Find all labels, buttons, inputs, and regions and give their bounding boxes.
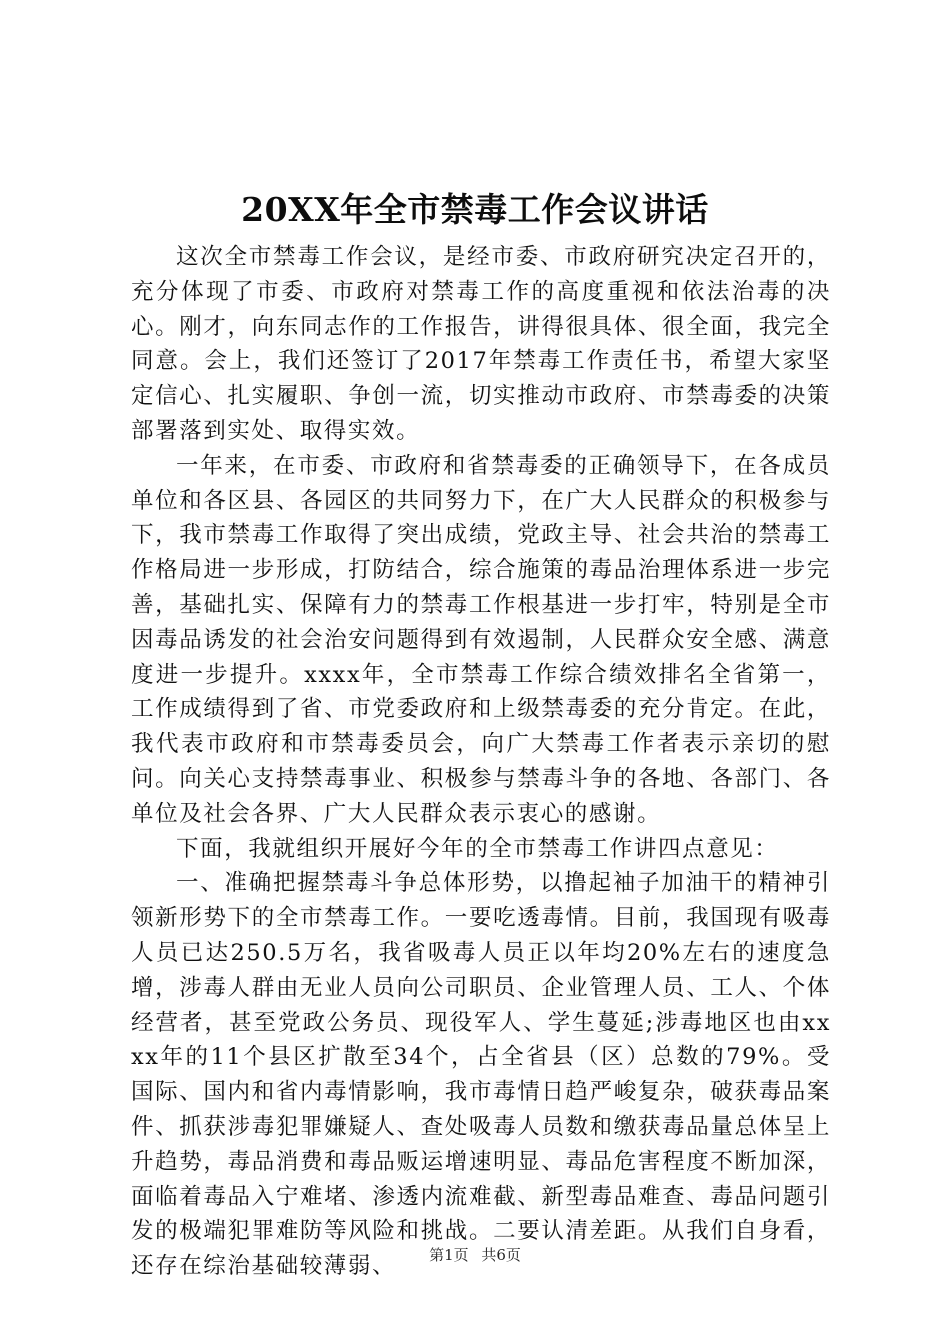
paragraph-2: 一年来，在市委、市政府和省禁毒委的正确领导下，在各成员单位和各区县、各园区的共同努力下，在广大人民群众的积极参与下，我市禁毒工作取得了突出成绩，党政主导、社会共治的禁毒工作格局进一步形成，打防结合，综合施策的毒品治理体系进一步完善，基础扎实、保障有力的禁毒工作根基进一步打牢，特别是全市因毒品诱发的社会治安问题得到有效遏制，人民群众安全感、满意度进一步提升。xxxx年，全市禁毒工作综合绩效排名全省第一，工作成绩得到了省、市党委政府和上级禁毒委的充分肯定。在此，我代表市政府和市禁毒委员会，向广大禁毒工作者表示亲切的慰问。向关心支持禁毒事业、积极参与禁毒斗争的各地、各部门、各单位及社会各界、广大人民群众表示衷心的感谢。	[131, 452, 831, 827]
document-body	[131, 240, 831, 1284]
paragraph-1: 这次全市禁毒工作会议，是经市委、市政府研究决定召开的，充分体现了市委、市政府对禁毒工作的高度重视和依法治毒的决心。刚才，向东同志作的工作报告，讲得很具体、很全面，我完全同意。会上，我们还签订了2017年禁毒工作责任书，希望大家坚定信心、扎实履职、争创一流，切实推动市政府、市禁毒委的决策部署落到实处、取得实效。	[131, 244, 831, 444]
page-footer	[0, 1245, 950, 1265]
page-number: 第1页	[429, 1246, 469, 1264]
document-title: 20XX年全市禁毒工作会议讲话	[241, 190, 709, 229]
paragraph-3: 下面，我就组织开展好今年的全市禁毒工作讲四点意见：	[176, 835, 779, 862]
paragraph-4: 一、准确把握禁毒斗争总体形势，以撸起袖子加油干的精神引领新形势下的全市禁毒工作。一要吃透毒情。目前，我国现有吸毒人员已达250.5万名，我省吸毒人员正以年均20%左右的速度急增，涉毒人群由无业人员向公司职员、企业管理人员、工人、个体经营者，甚至党政公务员、现役军人、学生蔓延;涉毒地区也由xxxx年的11个县区扩散至34个，占全省县（区）总数的79%。受国际、国内和省内毒情影响，我市毒情日趋严峻复杂，破获毒品案件、抓获涉毒犯罪嫌疑人、查处吸毒人员数和缴获毒品量总体呈上升趋势，毒品消费和毒品贩运增速明显、毒品危害程度不断加深，面临着毒品入宁难堵、渗透内流难截、新型毒品难查、毒品问题引发的极端犯罪难防等风险和挑战。二要认清差距。从我们自身看，还存在综治基础较薄弱、	[131, 870, 831, 1280]
page-total: 共6页	[481, 1246, 521, 1264]
